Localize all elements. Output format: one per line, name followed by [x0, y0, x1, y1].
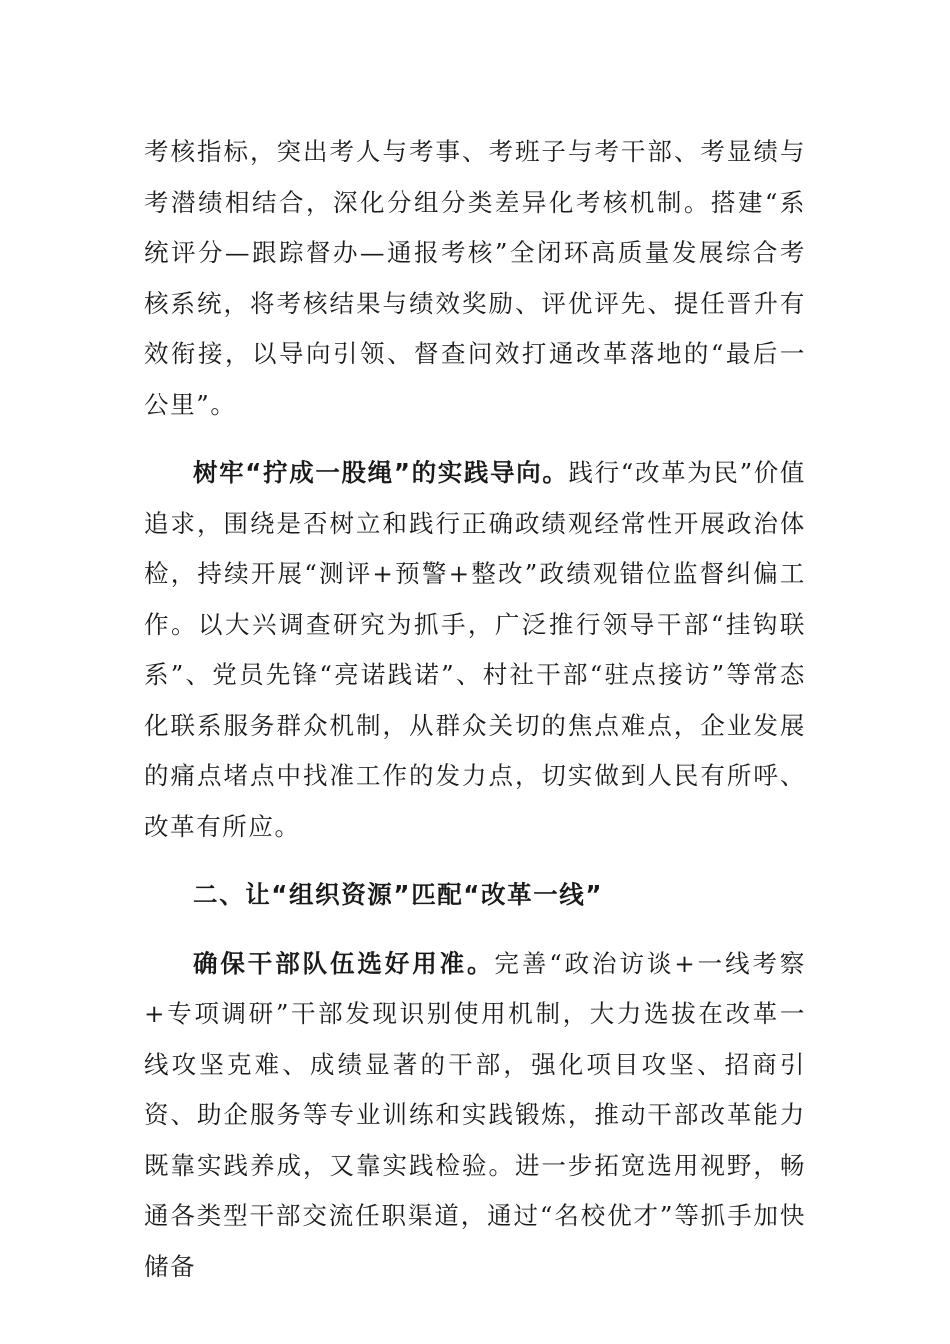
paragraph-text: 完善“政治访谈+一线考察+专项调研”干部发现识别使用机制，大力选拔在改革一线攻坚克难、成绩显著的干部，强化项目攻坚、招商引资、助企服务等专业训练和实践锻炼，推动干部改革能力既靠实践养成，又靠实践检验。进一步拓宽选用视野，畅通各类型干部交流任职渠道，通过“名校优才”等抓手加快储备 — [144, 948, 806, 1281]
paragraph-lead: 树牢“拧成一股绳”的实践导向。 — [193, 458, 569, 487]
section-heading: 二、让“组织资源”匹配“改革一线” — [193, 880, 604, 909]
document-body — [144, 127, 806, 1310]
paragraph-text: 考核指标，突出考人与考事、考班子与考干部、考显绩与考潜绩相结合，深化分组分类差异化考核机制。搭建“系统评分—跟踪督办—通报考核”全闭环高质量发展综合考核系统，将考核结果与绩效奖励、评优评先、提任晋升有效衔接，以导向引领、督查问效打通改革落地的“最后一公里”。 — [144, 137, 806, 419]
paragraph-assessment-continued — [144, 127, 806, 430]
paragraph-cadre-selection — [144, 939, 806, 1293]
paragraph-lead: 确保干部队伍选好用准。 — [193, 948, 495, 978]
paragraph-text: 践行“改革为民”价值追求，围绕是否树立和践行正确政绩观经常性开展政治体检，持续开展“测评+预警+整改”政绩观错位监督纠偏工作。以大兴调查研究为抓手，广泛推行领导干部“挂钩联系”、党员先锋“亮诺践诺”、村社干部“驻点接访”等常态化联系服务群众机制，从群众关切的焦点难点，企业发展的痛点堵点中找准工作的发力点，切实做到人民有所呼、改革有所应。 — [144, 458, 806, 841]
paragraph-practice-orientation — [144, 448, 806, 852]
